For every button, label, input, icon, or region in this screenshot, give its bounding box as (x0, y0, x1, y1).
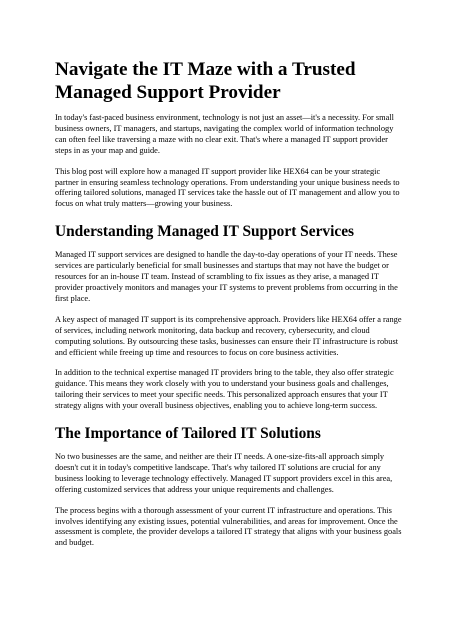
page-title: Navigate the IT Maze with a Trusted Managed Support Provider (55, 59, 356, 103)
section-heading-managed-it: Understanding Managed IT Support Services (55, 223, 355, 241)
section-heading-tailored-solutions: The Importance of Tailored IT Solutions (55, 425, 321, 443)
section-2-paragraph-2: The process begins with a thorough assessment of your current IT infrastructure and operations. This involves identifying any existing issues, potential vulnerabilities, and areas for improvement. Once the assessment is complete, the provider develops a tailored IT strategy that aligns with your business goals and budget. (55, 505, 402, 548)
section-2-paragraph-1: No two businesses are the same, and neither are their IT needs. A one-size-fits-all approach simply doesn't cut it in today's competitive landscape. That's why tailored IT solutions are crucial for any business looking to leverage technology effectively. Managed IT support providers excel in this area, offering customized services that address your unique requirements and challenges. (55, 452, 393, 494)
intro-paragraph-1: In today's fast-paced business environment, technology is not just an asset—it's a necessity. For small business owners, IT managers, and startups, navigating the complex world of information technology can often feel like traversing a maze with no clear exit. That's where a managed IT support provider steps in as your map and guide. (55, 113, 394, 155)
section-1-paragraph-3: In addition to the technical expertise managed IT providers bring to the table, they also offer strategic guidance. This means they work closely with you to understand your business goals and challenges, tailoring their services to meet your specific needs. This personalized approach ensures that your IT strategy aligns with your overall business objectives, enabling you to achieve long-term success. (55, 368, 394, 411)
section-1-paragraph-2: A key aspect of managed IT support is its comprehensive approach. Providers like HEX64 offer a range of services, including network monitoring, data backup and recovery, cybersecurity, and cloud computing solutions. By outsourcing these tasks, businesses can ensure their IT infrastructure is robust and efficient while freeing up time and resources to focus on core business activities. (55, 314, 402, 357)
document-page (55, 58, 402, 559)
intro-paragraph-2: This blog post will explore how a managed IT support provider like HEX64 can be your strategic partner in ensuring seamless technology operations. From understanding your unique business needs to offering tailored solutions, managed IT services take the hassle out of IT management and allow you to focus on what truly matters—growing your business. (55, 166, 400, 209)
section-1-paragraph-1: Managed IT support services are designed to handle the day-to-day operations of your IT needs. These services are particularly beneficial for small businesses and startups that may not have the budget or resources for an in-house IT team. Instead of scrambling to fix issues as they arise, a managed IT provider proactively monitors and manages your IT systems to prevent problems from occurring in the first place. (55, 250, 398, 303)
